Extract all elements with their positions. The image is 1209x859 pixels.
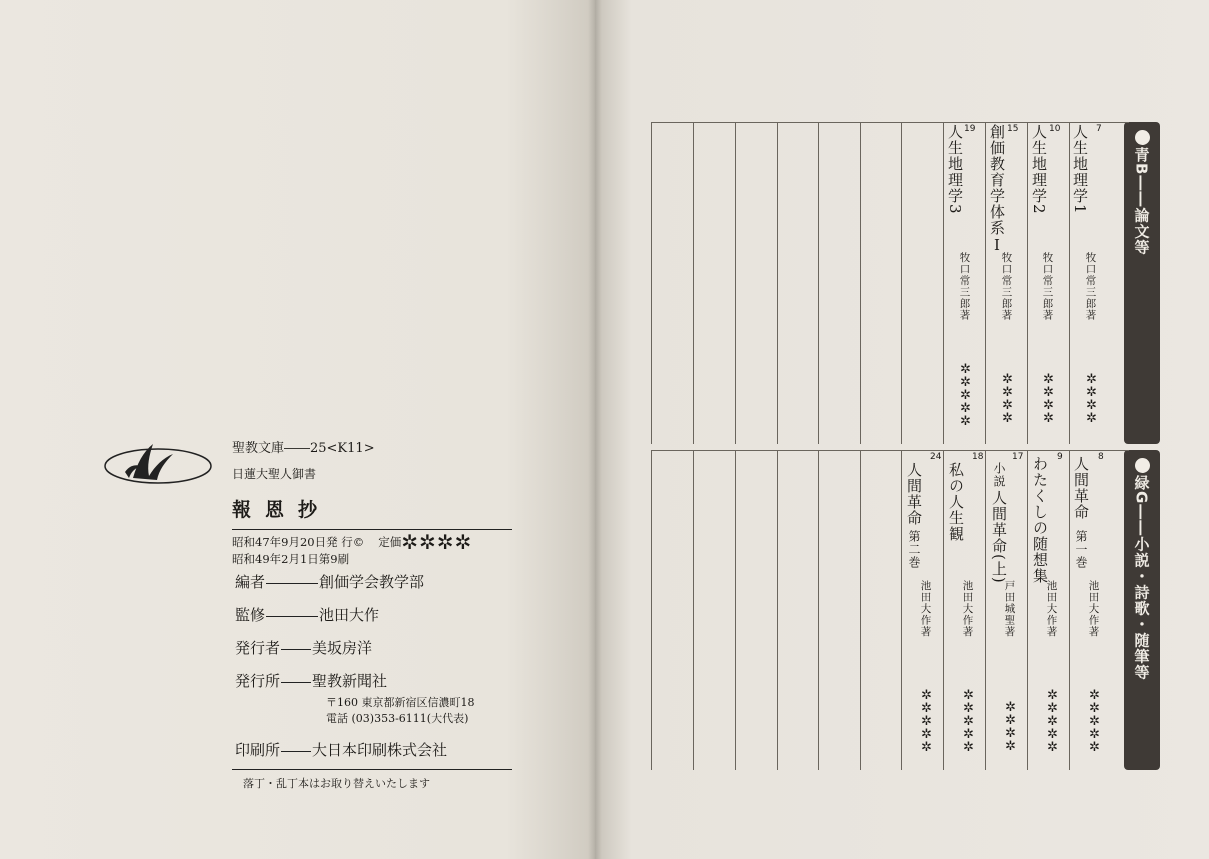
book-subtitle: 日蓮大聖人御書 (232, 467, 317, 481)
book-title: 報恩抄 (232, 499, 332, 521)
book-title: 人間革命 (1072, 456, 1090, 520)
editor-credit (235, 571, 424, 592)
price-stars: ✲✲✲✲ (401, 530, 473, 554)
book-author: 牧口常三郎著 (1084, 252, 1097, 321)
book-price-stars: ✲✲✲✲ (1041, 372, 1056, 424)
section-rule (651, 450, 1129, 451)
category-dot-icon (1135, 458, 1150, 473)
column-rule (777, 450, 778, 770)
supervisor-credit (235, 604, 379, 625)
publisher-address: 〒160 東京都新宿区信濃町18 (326, 696, 475, 709)
book-number: 7 (1096, 124, 1102, 134)
book-price-stars: ✲✲✲✲✲ (1045, 688, 1060, 753)
publishing-house-name: 聖教新聞社 (312, 672, 388, 690)
book-author: 池田大作著 (1087, 580, 1100, 638)
column-rule (1069, 122, 1070, 444)
column-rule (1027, 450, 1028, 770)
printer-name: 大日本印刷株式会社 (312, 741, 448, 759)
supervisor-label: 監修 (235, 606, 266, 624)
column-rule (735, 450, 736, 770)
column-rule (1027, 122, 1028, 444)
column-rule (818, 122, 819, 444)
column-rule (651, 122, 652, 444)
book-title: 人間革命(上) (990, 490, 1008, 584)
book-author: 池田大作著 (961, 580, 974, 638)
series-number: 聖教文庫――25<K11> (232, 441, 375, 456)
printer-label: 印刷所 (235, 741, 281, 759)
column-rule (901, 122, 902, 444)
book-title: わたくしの随想集 (1031, 456, 1049, 584)
book-title: 人生地理学1 (1071, 124, 1089, 215)
column-rule (985, 450, 986, 770)
book-number: 10 (1049, 124, 1061, 134)
category-label: 緑G――小説・詩歌・随筆等 (1132, 475, 1151, 681)
column-rule (735, 122, 736, 444)
book-title: 創価教育学体系Ⅰ (988, 124, 1006, 255)
book-number: 18 (972, 452, 984, 462)
colophon-rule-bottom (232, 769, 512, 770)
column-rule (777, 122, 778, 444)
price-label: 定価 (378, 535, 402, 549)
book-price-stars: ✲✲✲✲ (1003, 700, 1018, 752)
editor-name: 創価学会教学部 (319, 573, 425, 591)
book-price-stars: ✲✲✲✲✲ (1087, 688, 1102, 753)
editor-label: 編者 (235, 573, 266, 591)
book-price-stars: ✲✲✲✲✲ (919, 688, 934, 753)
book-price-stars: ✲✲✲✲ (1084, 372, 1099, 424)
column-rule (1069, 450, 1070, 770)
left-page (0, 0, 595, 859)
book-number: 9 (1057, 452, 1063, 462)
printing-date: 昭和49年2月1日第9刷 (232, 552, 350, 566)
book-author: 池田大作著 (1045, 580, 1058, 638)
publisher-name: 美坂房洋 (312, 639, 373, 657)
book-number: 17 (1012, 452, 1024, 462)
publisher-phone: 電話 (03)353-6111(大代表) (326, 712, 469, 725)
publishing-house-credit (235, 670, 387, 691)
book-title-prefix: 小説 (992, 462, 1006, 488)
book-price-stars: ✲✲✲✲✲ (958, 362, 973, 427)
publisher-label: 発行者 (235, 639, 281, 657)
book-price-stars: ✲✲✲✲ (1000, 372, 1015, 424)
publisher-logo-icon (103, 438, 213, 490)
column-rule (985, 122, 986, 444)
book-title: 人間革命 (905, 462, 923, 526)
column-rule (693, 450, 694, 770)
publishing-house-label: 発行所 (235, 672, 281, 690)
column-rule (651, 450, 652, 770)
column-rule (693, 122, 694, 444)
book-title-volume: 第二巻 (907, 530, 921, 569)
book-author: 池田大作著 (919, 580, 932, 638)
right-page (595, 0, 1209, 859)
book-author: 牧口常三郎著 (1000, 252, 1013, 321)
section-rule (651, 122, 1129, 123)
column-rule (943, 122, 944, 444)
category-label: 青B――論文等 (1132, 147, 1151, 256)
book-number: 8 (1098, 452, 1104, 462)
book-author: 牧口常三郎著 (958, 252, 971, 321)
category-band-blue-b (1124, 122, 1160, 444)
column-rule (943, 450, 944, 770)
printer-credit (235, 739, 447, 760)
column-rule (860, 122, 861, 444)
book-number: 19 (964, 124, 976, 134)
book-title: 人生地理学2 (1030, 124, 1048, 215)
book-author: 戸田城聖著 (1003, 580, 1016, 638)
supervisor-name: 池田大作 (319, 606, 380, 624)
book-gutter (588, 0, 602, 859)
book-number: 24 (930, 452, 942, 462)
column-rule (818, 450, 819, 770)
publication-date: 昭和47年9月20日発 行© (232, 535, 365, 549)
category-dot-icon (1135, 130, 1150, 145)
book-title-volume: 第一巻 (1074, 530, 1088, 569)
book-title: 人生地理学3 (946, 124, 964, 215)
column-rule (860, 450, 861, 770)
book-title: 私の人生観 (947, 462, 965, 542)
book-number: 15 (1007, 124, 1019, 134)
book-author: 牧口常三郎著 (1041, 252, 1054, 321)
book-price-stars: ✲✲✲✲✲ (961, 688, 976, 753)
replacement-note: 落丁・乱丁本はお取り替えいたします (243, 777, 430, 790)
category-band-green-g (1124, 450, 1160, 770)
publisher-credit (235, 637, 372, 658)
column-rule (901, 450, 902, 770)
